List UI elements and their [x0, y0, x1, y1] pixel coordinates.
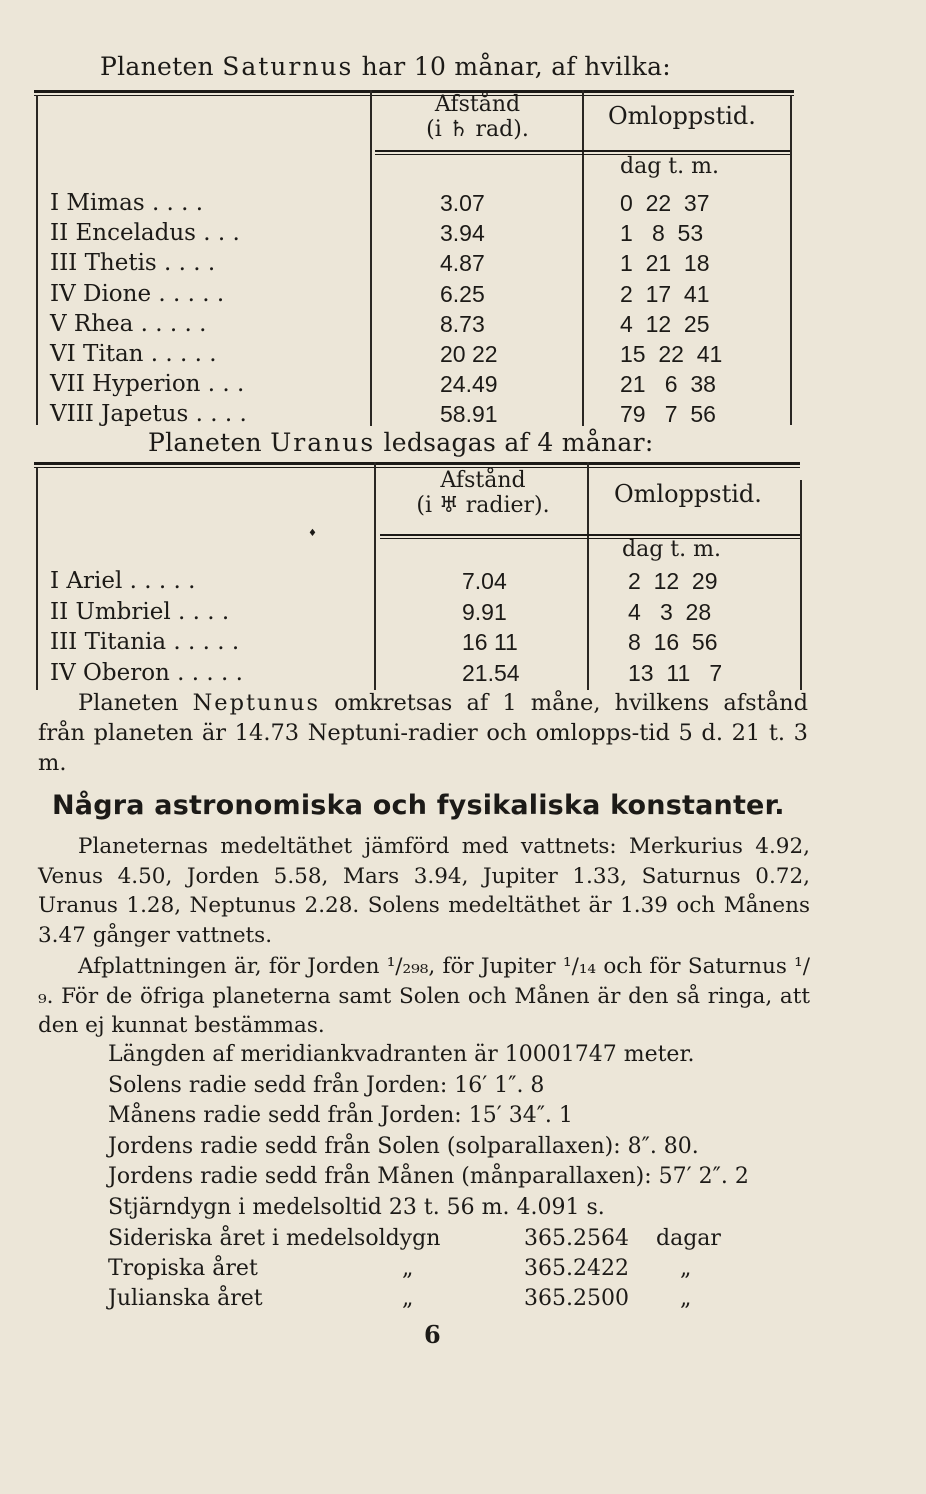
constant-line: Månens radie sedd från Jorden: 15′ 34″. 1: [108, 1103, 573, 1128]
moon-name: VII Hyperion . . .: [50, 371, 245, 398]
uranus-ink-dot: ♦: [308, 528, 317, 539]
moon-distance: 7.04: [462, 568, 507, 594]
uranus-heading: Planeten Uranus ledsagas af 4 månar:: [148, 428, 654, 457]
moon-name: I Ariel . . . . .: [50, 568, 196, 594]
uranus-distance-header: Afstånd (i ♅ radier).: [416, 468, 550, 518]
moon-period: 4 3 28: [628, 598, 712, 625]
moon-name: II Enceladus . . .: [50, 220, 240, 247]
uranus-header-rule-2: [380, 538, 800, 539]
constant-line: Jordens radie sedd från Solen (solparallaxen): 8″. 80.: [108, 1133, 699, 1159]
table-row: [0, 597, 926, 627]
moon-distance: 58.91: [440, 401, 498, 428]
moon-name: III Titania . . . . .: [50, 629, 240, 655]
neptune-planet-name: Neptunus: [192, 690, 321, 716]
moon-distance: 8.73: [440, 310, 485, 337]
table-row: [0, 566, 926, 596]
moon-period: 21 6 38: [620, 371, 716, 398]
flattening-paragraph: Afplattningen är, för Jorden ¹/₂₉₈, för Jupiter ¹/₁₄ och för Saturnus ¹/₉. För de öfriga planeterna samt Solen och Månen är den så ringa, att den ej kunnat bestämmas.: [38, 954, 811, 1038]
table-row: [0, 627, 926, 657]
saturn-header-rule: [375, 150, 790, 152]
year-row-sidereal-value: 365.2564: [524, 1226, 629, 1251]
constant-line: Solens radie sedd från Jorden: 16′ 1″. 8: [108, 1072, 545, 1098]
moon-distance: 21.54: [462, 659, 520, 686]
moon-distance: 3.94: [440, 220, 485, 247]
table-row: [0, 279, 926, 309]
year-row-julian-unit: „: [680, 1286, 692, 1311]
moon-period: 0 22 37: [620, 190, 710, 216]
moon-distance: 3.07: [440, 190, 485, 216]
flattening-saturn-value: ¹/₉: [38, 954, 811, 1009]
saturn-planet-name: Saturnus: [222, 52, 354, 81]
year-row-julian: Julianska året: [108, 1286, 263, 1311]
moon-period: 13 11 7: [628, 659, 723, 686]
uranus-period-units: dag t. m.: [622, 537, 721, 562]
flattening-jupiter-value: ¹/₁₄: [562, 954, 597, 979]
table-row: [0, 339, 926, 369]
moon-name: V Rhea . . . . .: [50, 310, 207, 337]
table-row: [0, 188, 926, 218]
moon-distance: 4.87: [440, 250, 485, 277]
constants-heading: Några astronomiska och fysikaliska konstanter.: [52, 790, 785, 821]
neptune-paragraph: Planeten Neptunus omkretsas af 1 måne, hvilkens afstånd från planeten är 14.73 Neptuni-radier och omlopps-tid 5 d. 21 t. 3 m.: [38, 690, 809, 776]
page-number: 6: [424, 1320, 441, 1349]
moon-period: 15 22 41: [620, 341, 723, 367]
table-row: [0, 218, 926, 248]
moon-distance: 24.49: [440, 371, 498, 398]
year-row-tropical-ditto: „: [402, 1256, 414, 1281]
uranus-symbol-icon: ♅: [439, 492, 459, 518]
saturn-heading: Planeten Saturnus har 10 månar, af hvilka:: [100, 52, 672, 81]
moon-name: IV Dione . . . . .: [50, 280, 225, 307]
year-row-tropical-value: 365.2422: [524, 1256, 629, 1281]
constant-line: Jordens radie sedd från Månen (månparallaxen): 57′ 2″. 2: [108, 1164, 749, 1189]
moon-name: IV Oberon . . . . .: [50, 659, 243, 686]
saturn-header-rule-2: [375, 154, 790, 155]
moon-period: 79 7 56: [620, 401, 716, 428]
moon-period: 2 12 29: [628, 568, 718, 594]
saturn-period-header: Omloppstid.: [608, 102, 756, 130]
uranus-table-top-rule: [34, 462, 800, 465]
uranus-planet-name: Uranus: [270, 428, 376, 457]
moon-period: 2 17 41: [620, 280, 710, 307]
table-row: [0, 369, 926, 399]
moon-distance: 16 11: [462, 629, 518, 655]
year-row-julian-ditto: „: [402, 1286, 414, 1311]
year-row-sidereal: Sideriska året i medelsoldygn: [108, 1226, 441, 1251]
moon-period: 1 21 18: [620, 250, 710, 277]
moon-name: II Umbriel . . . .: [50, 598, 230, 625]
moon-name: VIII Japetus . . . .: [50, 401, 247, 428]
flattening-earth-value: ¹/₂₉₈: [386, 954, 429, 979]
moon-period: 1 8 53: [620, 220, 704, 247]
year-row-tropical-unit: „: [680, 1256, 692, 1281]
moon-name: VI Titan . . . . .: [50, 341, 217, 367]
saturn-period-units: dag t. m.: [620, 154, 719, 179]
moon-name: I Mimas . . . .: [50, 190, 204, 216]
moon-distance: 9.91: [462, 598, 507, 625]
saturn-symbol-icon: ♄: [448, 116, 469, 142]
uranus-period-header: Omloppstid.: [614, 480, 762, 508]
table-row: [0, 309, 926, 339]
constant-line: Stjärndygn i medelsoltid 23 t. 56 m. 4.091 s.: [108, 1194, 605, 1220]
year-row-sidereal-unit: dagar: [656, 1226, 721, 1251]
moon-distance: 20 22: [440, 341, 498, 367]
table-row: [0, 399, 926, 429]
table-row: [0, 658, 926, 688]
year-row-tropical: Tropiska året: [108, 1256, 258, 1281]
table-row: [0, 248, 926, 278]
year-row-julian-value: 365.2500: [524, 1286, 629, 1311]
density-paragraph: Planeternas medeltäthet jämförd med vattnets: Merkurius 4.92, Venus 4.50, Jorden 5.58, Mars 3.94, Jupiter 1.33, Saturnus 0.72, Uranus 1.28, Neptunus 2.28. Solens medeltäthet är 1.39 och Månens 3.47 gånger vattnets.: [38, 834, 810, 948]
moon-period: 4 12 25: [620, 310, 710, 337]
saturn-distance-header: Afstånd (i ♄ rad).: [426, 92, 529, 142]
moon-period: 8 16 56: [628, 629, 718, 655]
constant-line: Längden af meridiankvadranten är 10001747 meter.: [108, 1042, 695, 1067]
uranus-header-rule: [380, 534, 800, 536]
moon-distance: 6.25: [440, 280, 485, 307]
moon-name: III Thetis . . . .: [50, 250, 216, 277]
